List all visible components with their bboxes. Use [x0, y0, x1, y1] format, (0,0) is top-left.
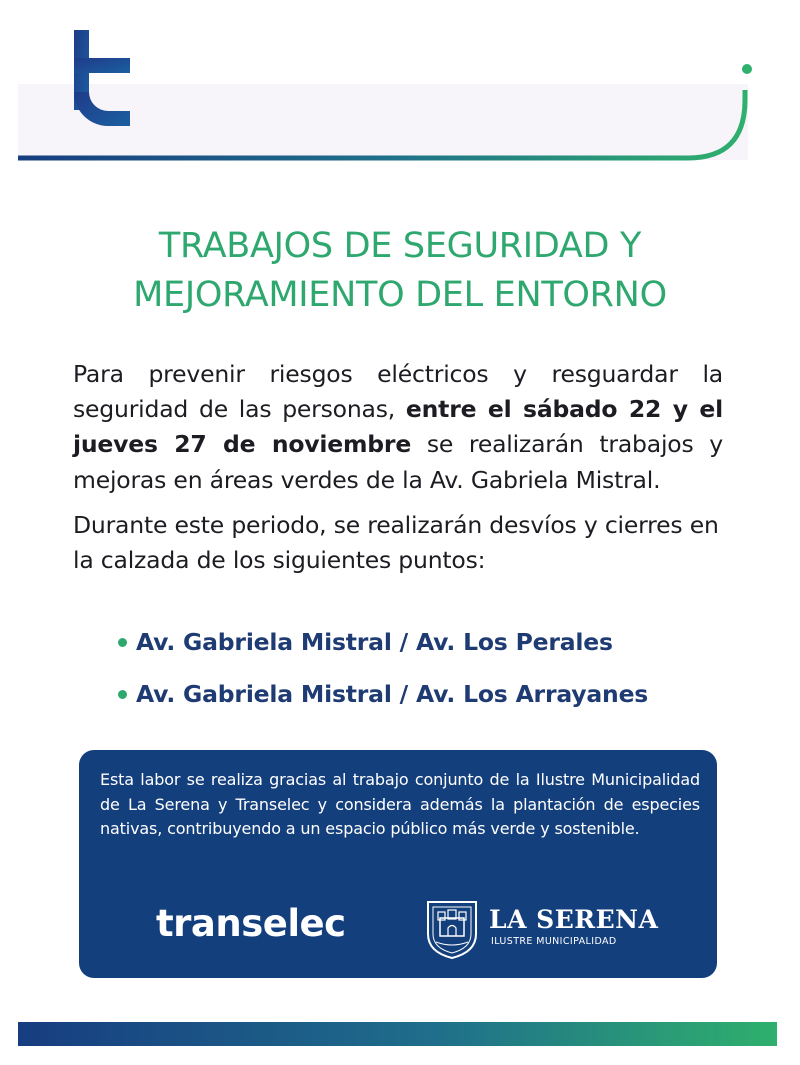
la-serena-name: LA SERENA [489, 905, 659, 934]
detour-paragraph: Durante este periodo, se realizarán desvíos y cierres en la calzada de los siguientes puntos: [73, 511, 719, 575]
title-line-2: MEJORAMIENTO DEL ENTORNO [133, 275, 667, 315]
intro-text-start: Para prevenir riesgos eléctricos y resguardar la seguridad de las personas, [73, 360, 723, 424]
info-box [79, 750, 717, 978]
bullet-dot-icon [118, 638, 127, 647]
points-list [118, 616, 648, 720]
la-serena-seal-icon [424, 898, 480, 960]
point-label: Av. Gabriela Mistral / Av. Los Arrayanes [136, 680, 649, 708]
info-box-text: Esta labor se realiza gracias al trabajo conjunto de la Ilustre Municipalidad de La Serena y Transelec y considera además la plantación de especies nativas, contribuyendo a un espacio público más verde y sostenible. [100, 770, 700, 839]
list-item [118, 616, 648, 668]
header-swoosh [18, 60, 758, 166]
list-item [118, 668, 648, 720]
point-label: Av. Gabriela Mistral / Av. Los Perales [136, 628, 613, 656]
page-title [0, 222, 800, 320]
bullet-dot-icon [118, 690, 127, 699]
la-serena-subtitle: ILUSTRE MUNICIPALIDAD [491, 936, 617, 947]
intro-text-end: se realizarán trabajos y mejoras en áreas verdes de la Av. Gabriela Mistral. [73, 430, 723, 494]
transelec-logo: transelec [156, 902, 346, 945]
intro-dates-bold: entre el sábado 22 y el jueves 27 de noviembre [73, 395, 723, 459]
footer-gradient-bar [18, 1022, 777, 1046]
title-line-1: TRABAJOS DE SEGURIDAD Y [158, 226, 642, 266]
intro-paragraph [73, 357, 723, 498]
